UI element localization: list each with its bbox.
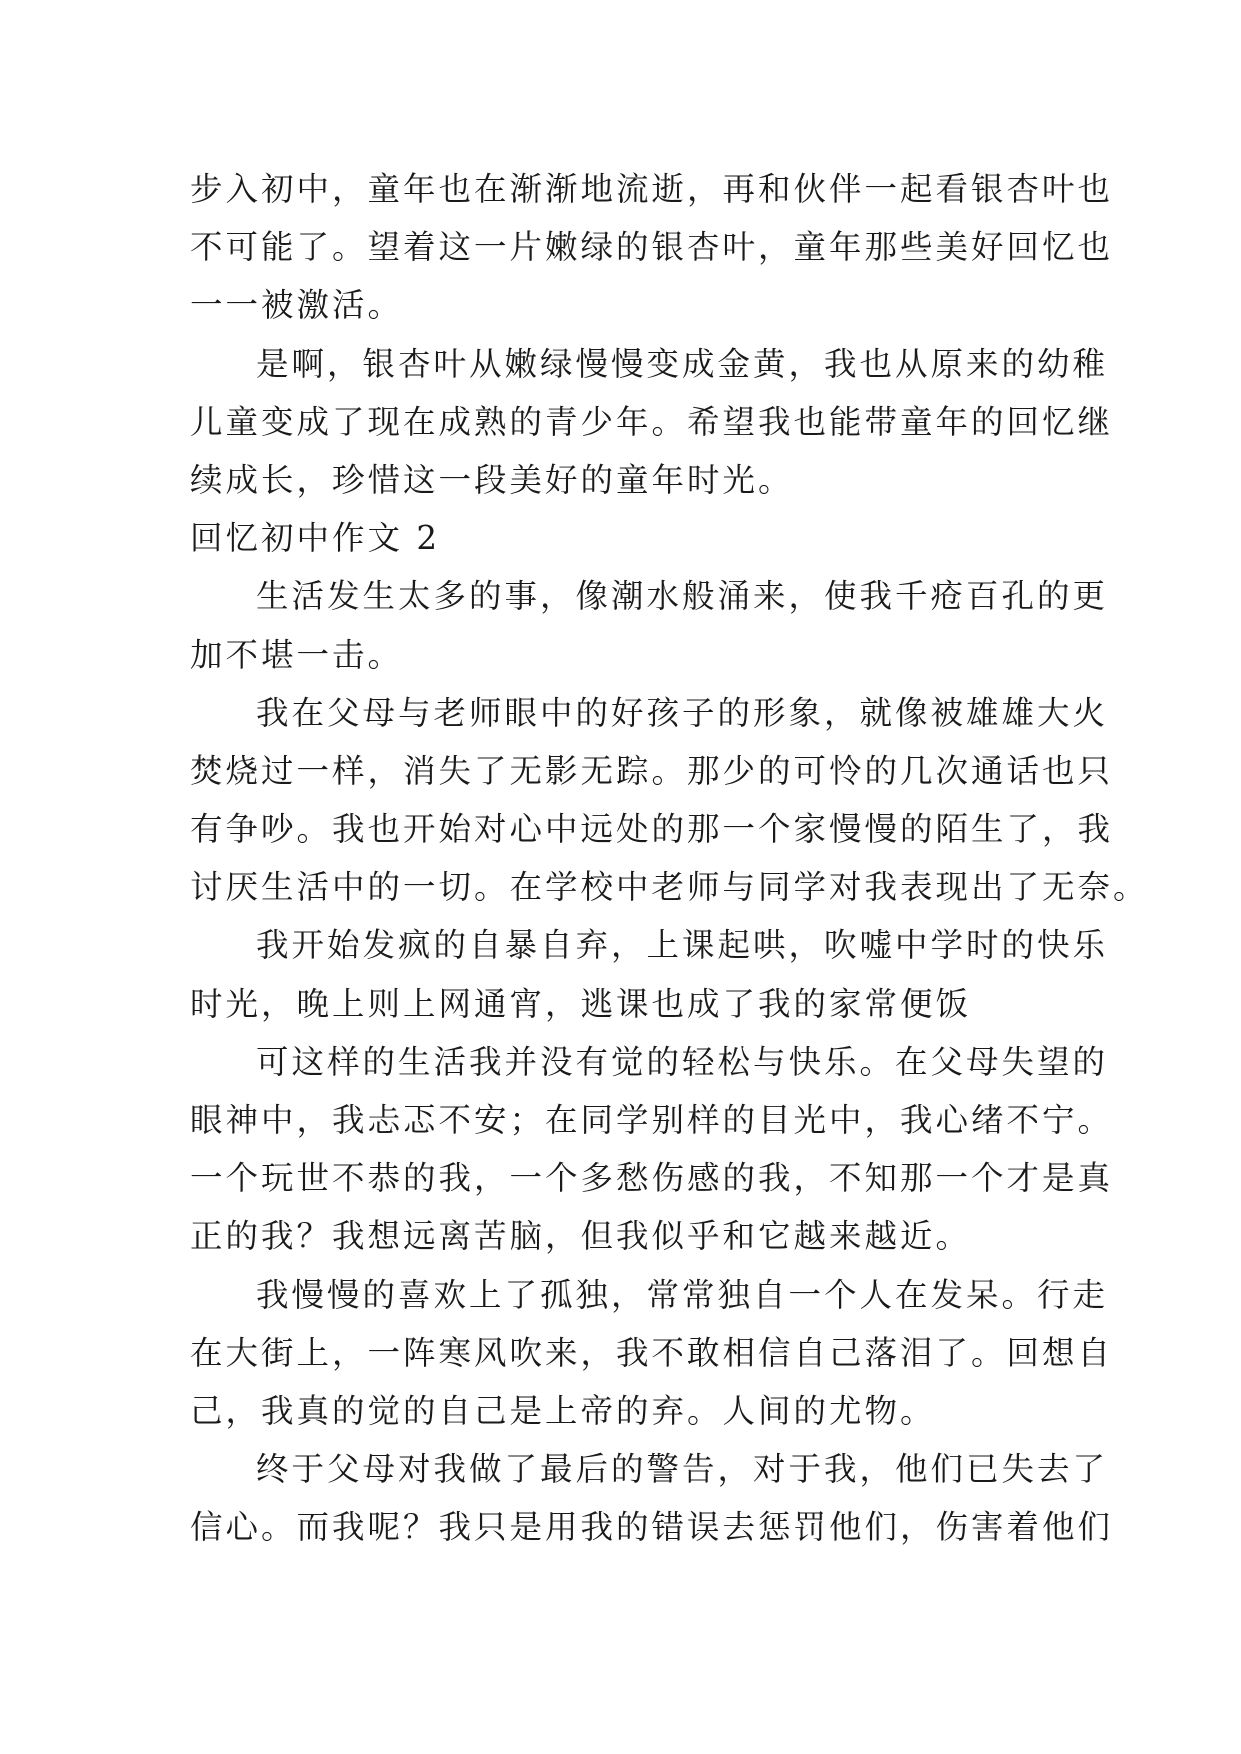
- text-line: 加不堪一击。: [190, 635, 404, 674]
- text-line: 己，我真的觉的自己是上帝的弃。人间的尤物。: [190, 1391, 936, 1430]
- text-line: 时光，晚上则上网通宵，逃课也成了我的家常便饭: [190, 984, 972, 1023]
- paragraph-first-line: 我在父母与老师眼中的好孩子的形象，就像被雄雄大火: [256, 693, 1109, 732]
- text-line: 一个玩世不恭的我，一个多愁伤感的我，不知那一个才是真: [190, 1159, 1114, 1198]
- text-line: 一一被激活。: [190, 286, 404, 325]
- text-line: 儿童变成了现在成熟的青少年。希望我也能带童年的回忆继: [190, 402, 1114, 441]
- paragraph-first-line: 是啊，银杏叶从嫩绿慢慢变成金黄，我也从原来的幼稚: [256, 344, 1109, 383]
- text-line: 讨厌生活中的一切。在学校中老师与同学对我表现出了无奈。: [190, 868, 1149, 907]
- paragraph-first-line: 终于父母对我做了最后的警告，对于我，他们已失去了: [256, 1450, 1109, 1489]
- section-heading: 回忆初中作文 2: [190, 519, 441, 558]
- paragraph-first-line: 我慢慢的喜欢上了孤独，常常独自一个人在发呆。行走: [256, 1275, 1109, 1314]
- text-line: 续成长，珍惜这一段美好的童年时光。: [190, 460, 794, 499]
- text-line: 步入初中，童年也在渐渐地流逝，再和伙伴一起看银杏叶也: [190, 170, 1114, 208]
- document-body: [190, 160, 1149, 1557]
- text-line: 正的我？我想远离苦脑，但我似乎和它越来越近。: [190, 1217, 972, 1256]
- text-line: 不可能了。望着这一片嫩绿的银杏叶，童年那些美好回忆也: [190, 228, 1114, 267]
- paragraph-first-line: 可这样的生活我并没有觉的轻松与快乐。在父母失望的: [256, 1042, 1109, 1081]
- text-line: 信心。而我呢？我只是用我的错误去惩罚他们，伤害着他们: [190, 1508, 1114, 1547]
- text-line: 在大街上，一阵寒风吹来，我不敢相信自己落泪了。回想自: [190, 1333, 1114, 1372]
- text-line: 眼神中，我忐忑不安；在同学别样的目光中，我心绪不宁。: [190, 1101, 1114, 1139]
- paragraph-first-line: 生活发生太多的事，像潮水般涌来，使我千疮百孔的更: [256, 577, 1109, 616]
- text-line: 有争吵。我也开始对心中远处的那一个家慢慢的陌生了，我: [190, 810, 1114, 849]
- paragraph-first-line: 我开始发疯的自暴自弃，上课起哄，吹嘘中学时的快乐: [256, 926, 1109, 965]
- text-line: 焚烧过一样，消失了无影无踪。那少的可怜的几次通话也只: [190, 751, 1114, 790]
